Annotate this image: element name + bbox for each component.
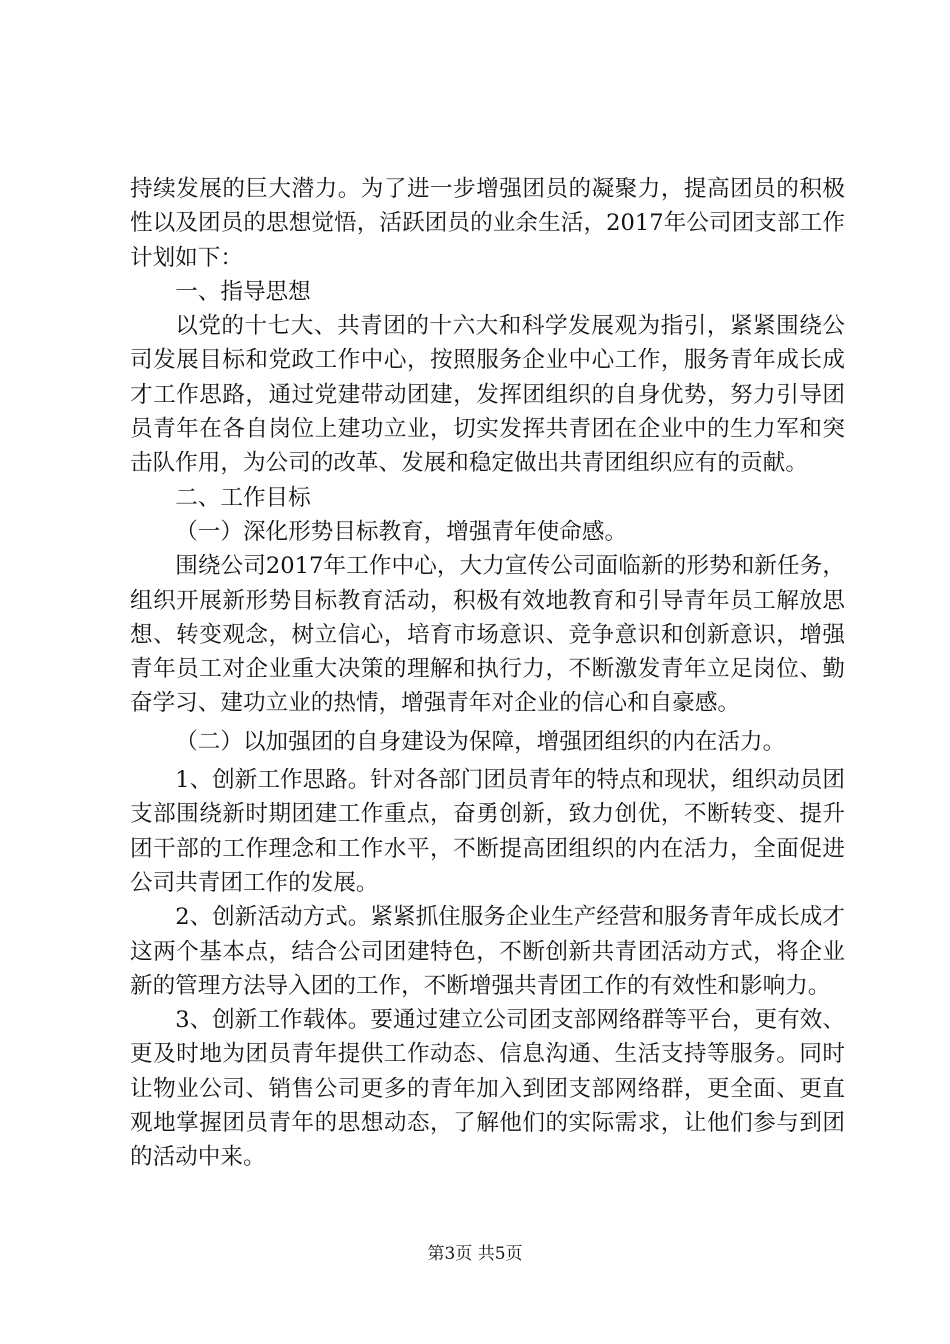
heading-work-goals: 二、工作目标 — [175, 484, 311, 511]
paragraph-item-2: 2、创新活动方式。紧紧抓住服务企业生产经营和服务青年成长成才这两个基本点，结合公司团建特色，不断创新共青团活动方式，将企业新的管理方法导入团的工作，不断增强共青团工作的有效性和影响力。 — [130, 904, 845, 999]
paragraph-goal-1: 围绕公司2017年工作中心，大力宣传公司面临新的形势和新任务，组织开展新形势目标教育活动，积极有效地教育和引导青年员工解放思想、转变观念，树立信心，培育市场意识、竞争意识和创新意识，增强青年员工对企业重大决策的理解和执行力，不断激发青年立足岗位、勤奋学习、建功立业的热情，增强青年对企业的信心和自豪感。 — [130, 553, 845, 717]
page-number-footer: 第3页 共5页 — [427, 1244, 523, 1264]
subheading-goal-2: （二）以加强团的自身建设为保障，增强团组织的内在活力。 — [175, 728, 786, 755]
paragraph-guiding-ideology: 以党的十七大、共青团的十六大和科学发展观为指引，紧紧围绕公司发展目标和党政工作中心，按照服务企业中心工作，服务青年成长成才工作思路，通过党建带动团建，发挥团组织的自身优势，努力引导团员青年在各自岗位上建功立业，切实发挥共青团在企业中的生力军和突击队作用，为公司的改革、发展和稳定做出共青团组织应有的贡献。 — [130, 313, 845, 477]
paragraph-item-1: 1、创新工作思路。针对各部门团员青年的特点和现状，组织动员团支部围绕新时期团建工作重点，奋勇创新，致力创优，不断转变、提升团干部的工作理念和工作水平，不断提高团组织的内在活力，全面促进公司共青团工作的发展。 — [130, 767, 845, 896]
document-body — [130, 172, 845, 1175]
subheading-goal-1: （一）深化形势目标教育，增强青年使命感。 — [175, 518, 628, 545]
heading-guiding-ideology: 一、指导思想 — [175, 278, 311, 305]
paragraph-intro-continuation: 持续发展的巨大潜力。为了进一步增强团员的凝聚力，提高团员的积极性以及团员的思想觉悟，活跃团员的业余生活，2017年公司团支部工作计划如下： — [130, 176, 845, 271]
paragraph-item-3: 3、创新工作载体。要通过建立公司团支部网络群等平台，更有效、更及时地为团员青年提供工作动态、信息沟通、生活支持等服务。同时让物业公司、销售公司更多的青年加入到团支部网络群，更全面、更直观地掌握团员青年的思想动态，了解他们的实际需求，让他们参与到团的活动中来。 — [130, 1007, 845, 1171]
